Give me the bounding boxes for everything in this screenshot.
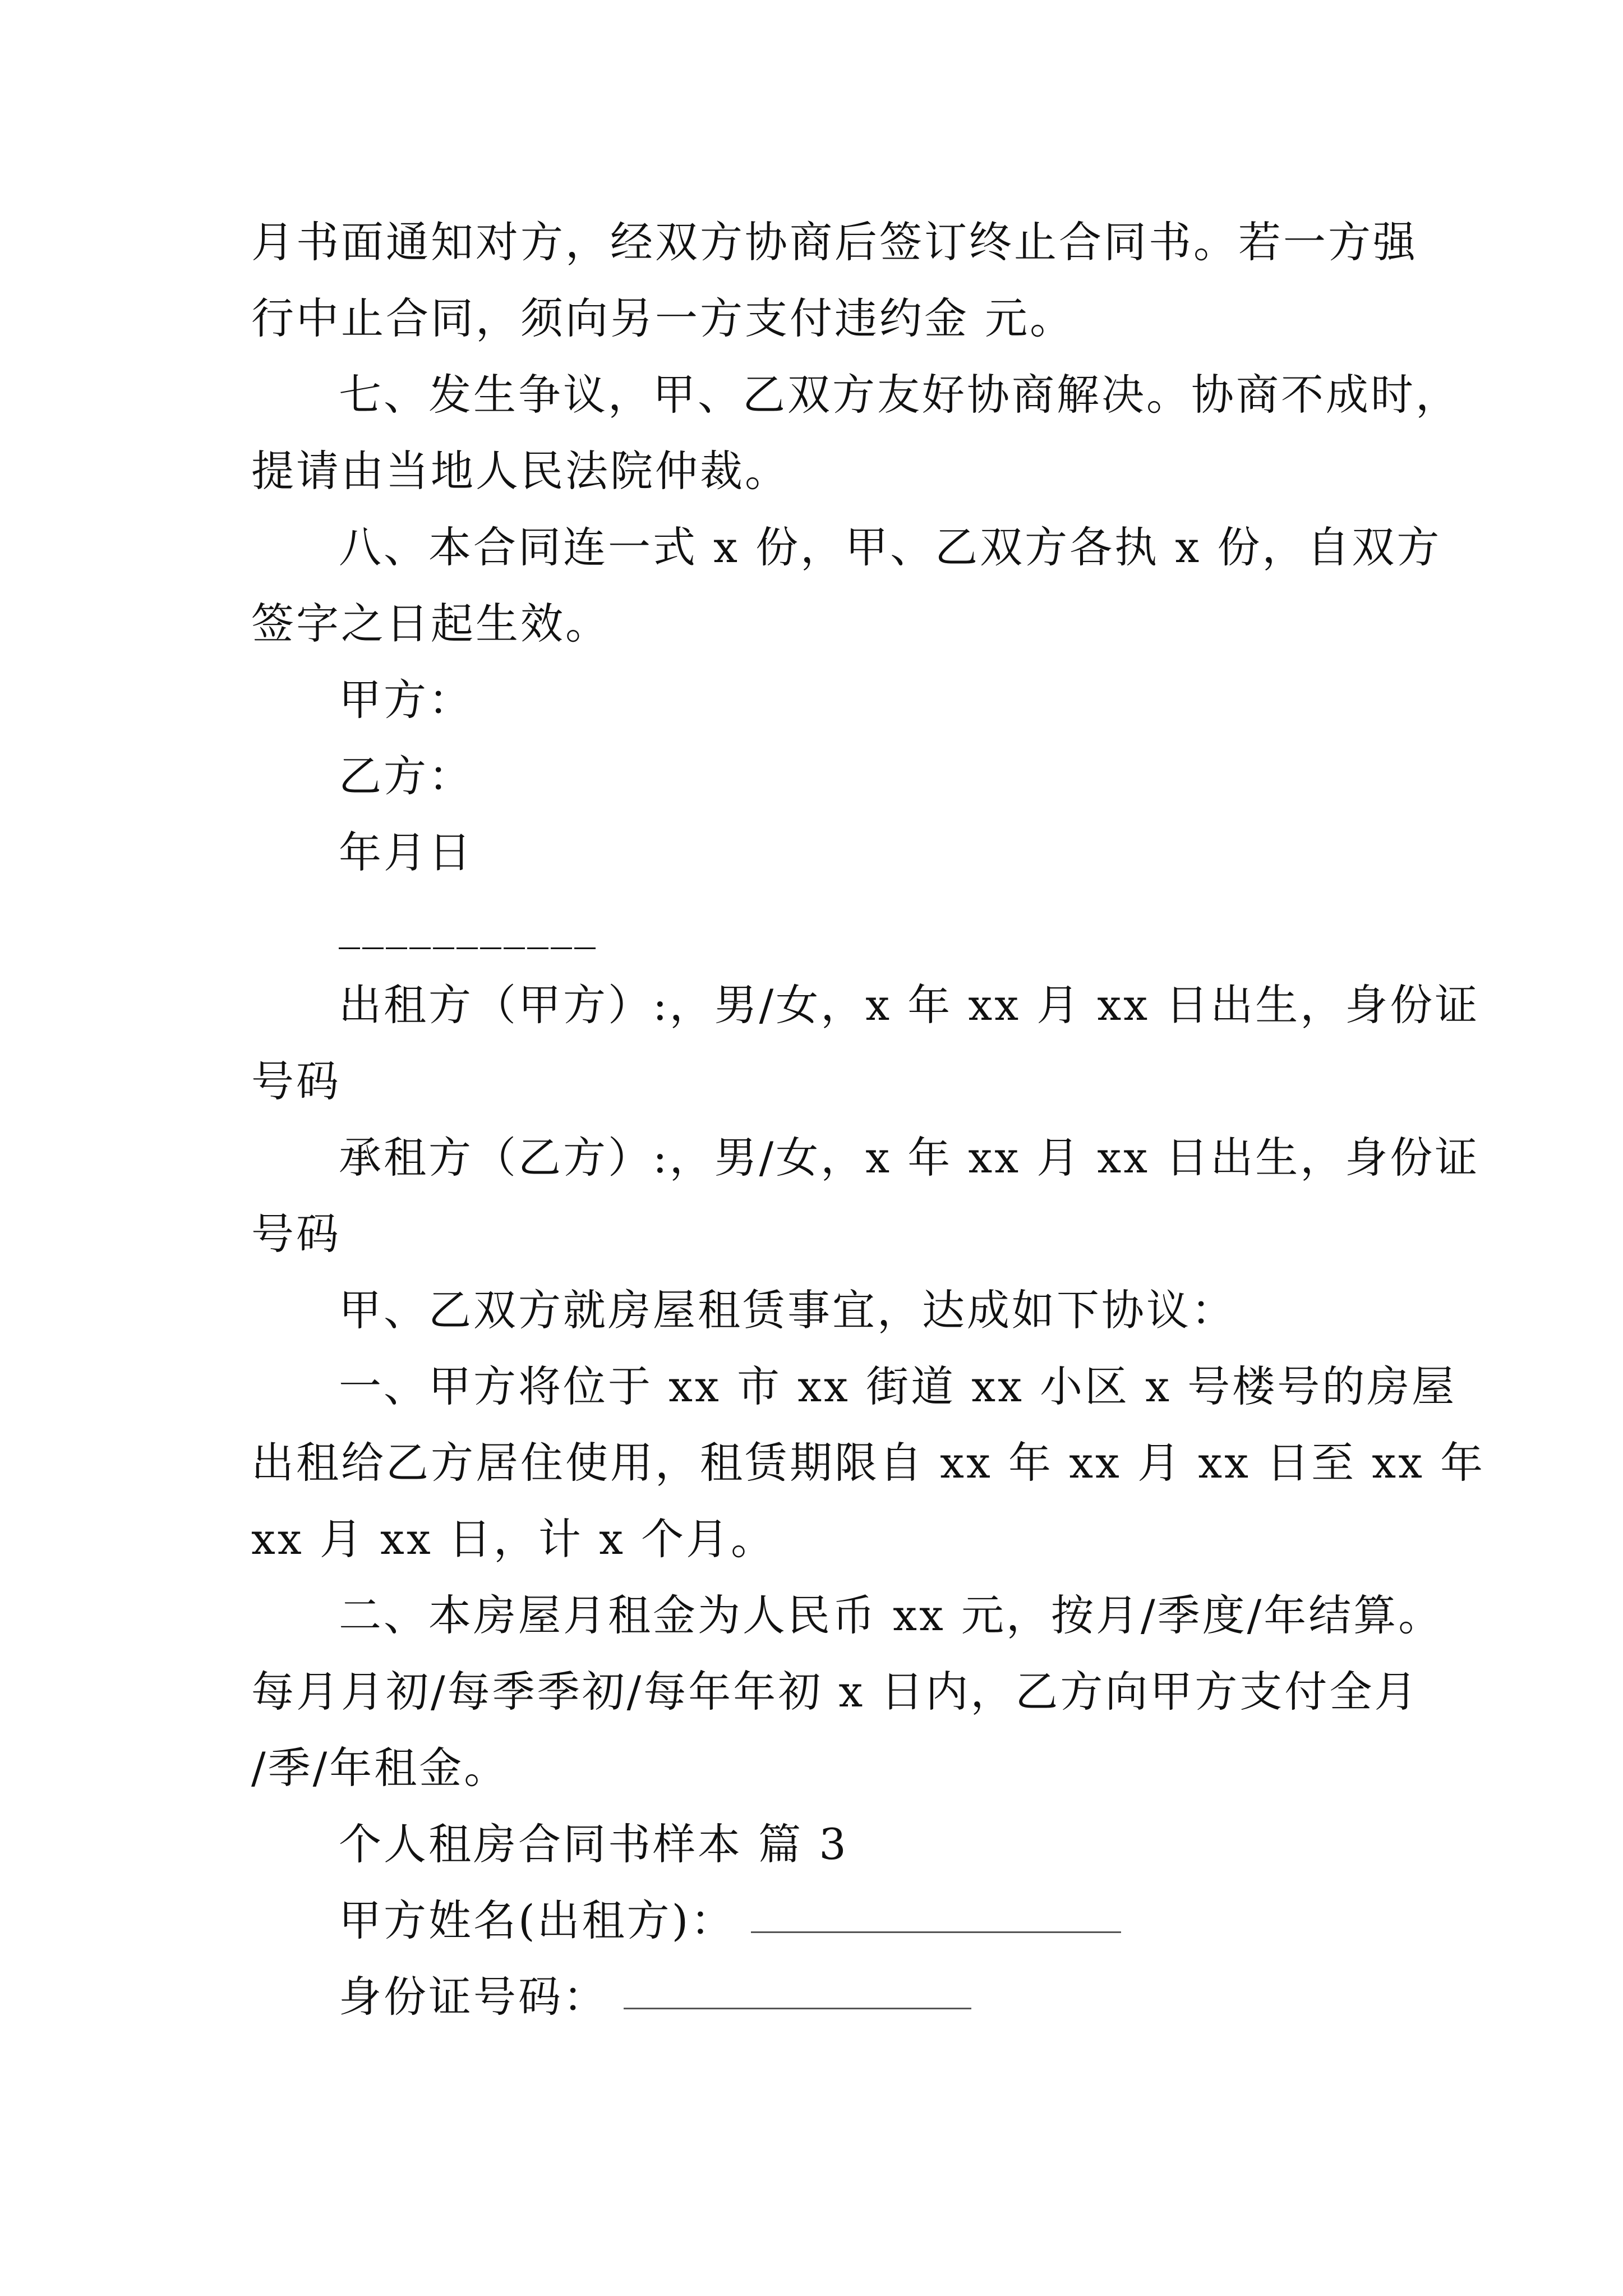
- signature-line-party-b: 乙方：: [339, 751, 473, 801]
- text-line: 提请由当地人民法院仲裁。: [251, 446, 790, 496]
- section-separator: ___________: [339, 899, 598, 949]
- text-line: 七、发生争议，甲、乙双方友好协商解决。协商不成时，: [339, 370, 1460, 420]
- text-line: 行中止合同，须向另一方支付违约金 元。: [251, 293, 1075, 343]
- text-line: 号码: [251, 1056, 341, 1106]
- text-line: 签字之日起生效。: [251, 599, 610, 648]
- party-a-name-label: 甲方姓名(出租方)：: [339, 1895, 736, 1945]
- text-line: 八、本合同连一式 x 份，甲、乙双方各执 x 份，自双方: [339, 522, 1442, 572]
- text-line: /季/年租金。: [251, 1743, 509, 1793]
- id-number-field: [339, 1970, 971, 2024]
- party-a-name-blank: [751, 1931, 1121, 1933]
- text-line: xx 月 xx 日，计 x 个月。: [251, 1514, 776, 1564]
- text-line: 承租方（乙方）:，男/女，x 年 xx 月 xx 日出生，身份证: [339, 1133, 1480, 1182]
- text-line: 号码: [251, 1209, 341, 1259]
- text-line: 出租给乙方居住使用，租赁期限自 xx 年 xx 月 xx 日至 xx 年: [251, 1438, 1486, 1488]
- date-line: 年月日: [339, 827, 473, 877]
- party-a-name-field: [339, 1894, 1121, 1948]
- text-line: 甲、乙双方就房屋租赁事宜，达成如下协议：: [339, 1285, 1236, 1335]
- id-number-label: 身份证号码：: [339, 1972, 608, 2022]
- text-line: 月书面通知对方，经双方协商后签订终止合同书。若一方强: [251, 217, 1418, 267]
- text-line: 出租方（甲方）:，男/女，x 年 xx 月 xx 日出生，身份证: [339, 980, 1480, 1030]
- section-heading: 个人租房合同书样本 篇 3: [339, 1819, 849, 1869]
- text-line: 一、甲方将位于 xx 市 xx 街道 xx 小区 x 号楼号的房屋: [339, 1361, 1457, 1411]
- id-number-blank: [624, 2007, 971, 2009]
- text-line: 每月月初/每季季初/每年年初 x 日内，乙方向甲方支付全月: [251, 1667, 1419, 1717]
- signature-line-party-a: 甲方：: [339, 675, 473, 725]
- text-line: 二、本房屋月租金为人民币 xx 元，按月/季度/年结算。: [339, 1590, 1444, 1640]
